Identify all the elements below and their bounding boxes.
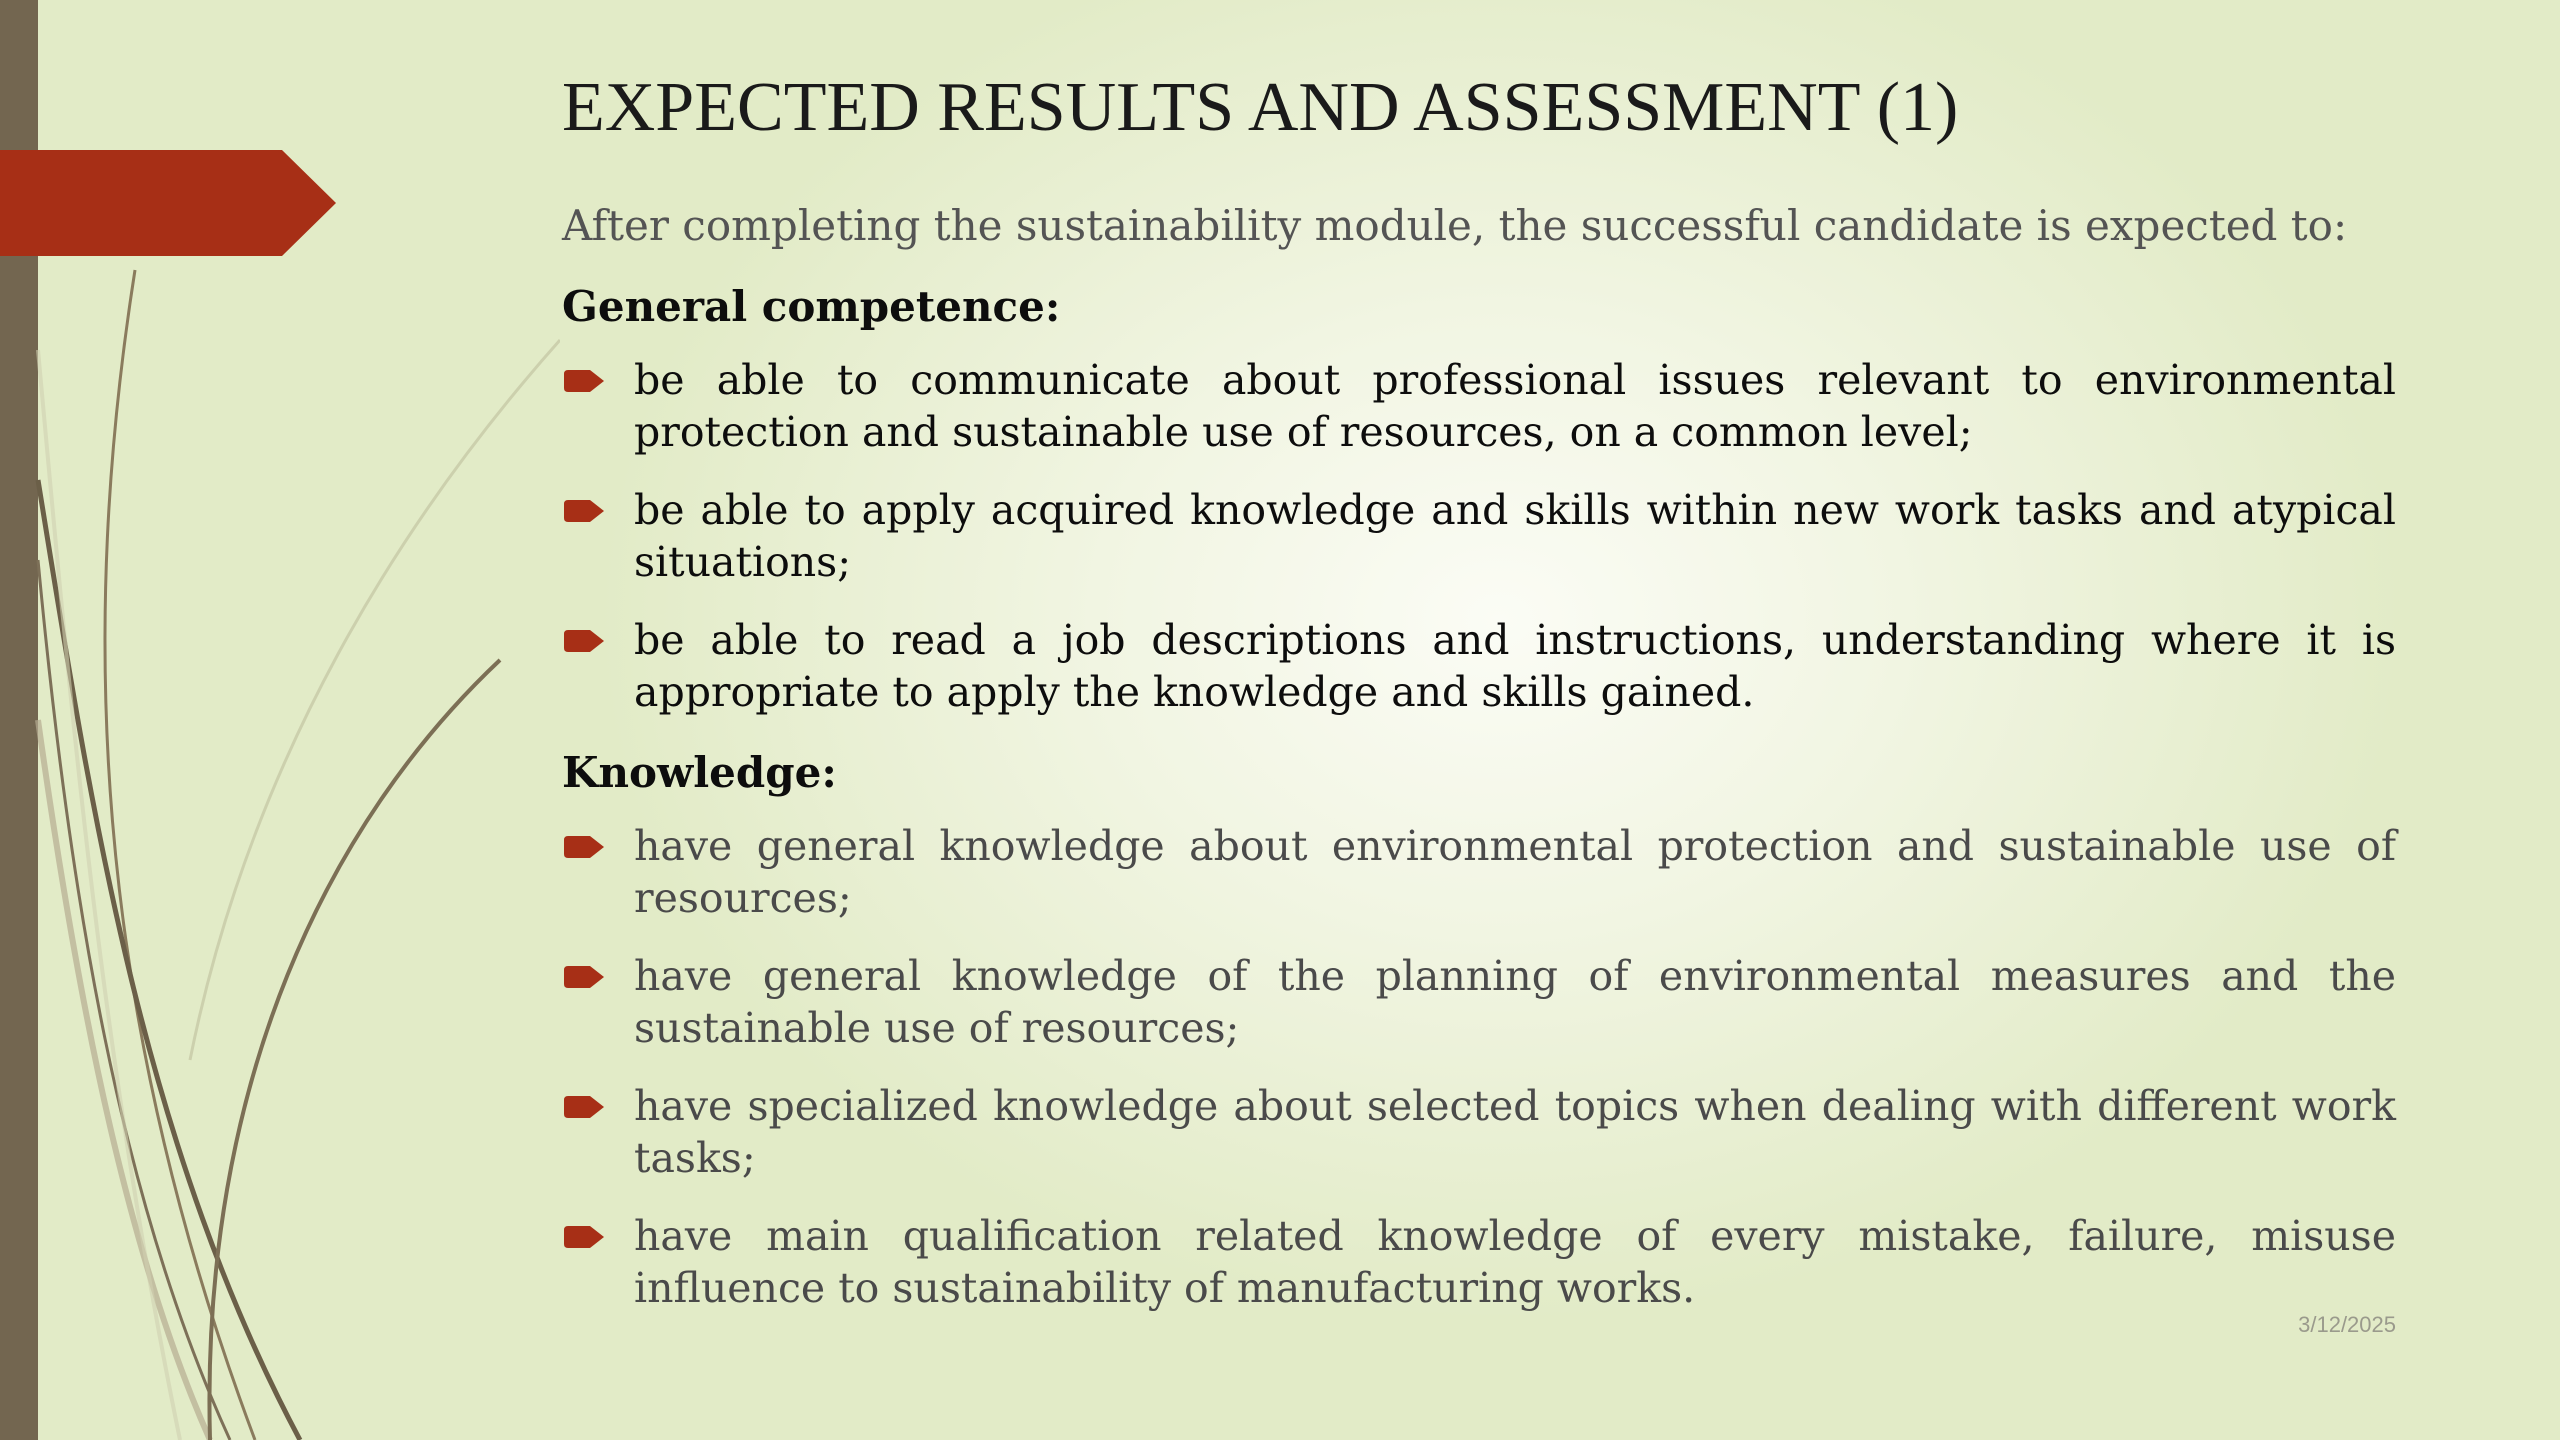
list-item-text: have general knowledge of the planning of environmental measures and the sustainable use of resources;: [634, 952, 2396, 1052]
list-item-text: be able to read a job descriptions and instructions, understanding where it is appropriate to apply the knowledge and skills gained.: [634, 616, 2396, 716]
general-competence-list: [562, 354, 2396, 718]
list-item-text: have main qualification related knowledge of every mistake, failure, misuse influence to sustainability of manufacturing works.: [634, 1212, 2396, 1312]
list-item-text: have general knowledge about environmental protection and sustainable use of resources;: [634, 822, 2396, 922]
list-item-text: be able to communicate about professional issues relevant to environmental protection and sustainable use of resources, on a common level;: [634, 356, 2396, 456]
arrow-bullet-icon: [564, 630, 604, 652]
list-item-text: have specialized knowledge about selected topics when dealing with different work tasks;: [634, 1082, 2396, 1182]
list-item: [562, 614, 2396, 718]
slide-title: EXPECTED RESULTS AND ASSESSMENT (1): [562, 69, 1959, 146]
list-item: [562, 484, 2396, 588]
knowledge-list: [562, 820, 2396, 1314]
arrow-bullet-icon: [564, 1096, 604, 1118]
arrow-bullet-icon: [564, 500, 604, 522]
list-item: [562, 1080, 2396, 1184]
accent-arrow-tab: [0, 150, 336, 256]
list-item: [562, 950, 2396, 1054]
general-competence-heading: General competence:: [562, 282, 1061, 331]
list-item: [562, 354, 2396, 458]
slide-date: 3/12/2025: [2298, 1312, 2396, 1337]
slide-content: [562, 196, 2396, 1340]
list-item-text: be able to apply acquired knowledge and skills within new work tasks and atypical situations;: [634, 486, 2396, 586]
arrow-bullet-icon: [564, 966, 604, 988]
list-item: [562, 820, 2396, 924]
arrow-bullet-icon: [564, 370, 604, 392]
knowledge-heading: Knowledge:: [562, 748, 837, 797]
arrow-bullet-icon: [564, 1226, 604, 1248]
intro-text: After completing the sustainability module, the successful candidate is expected to:: [562, 201, 2348, 250]
arrow-bullet-icon: [564, 836, 604, 858]
list-item: [562, 1210, 2396, 1314]
